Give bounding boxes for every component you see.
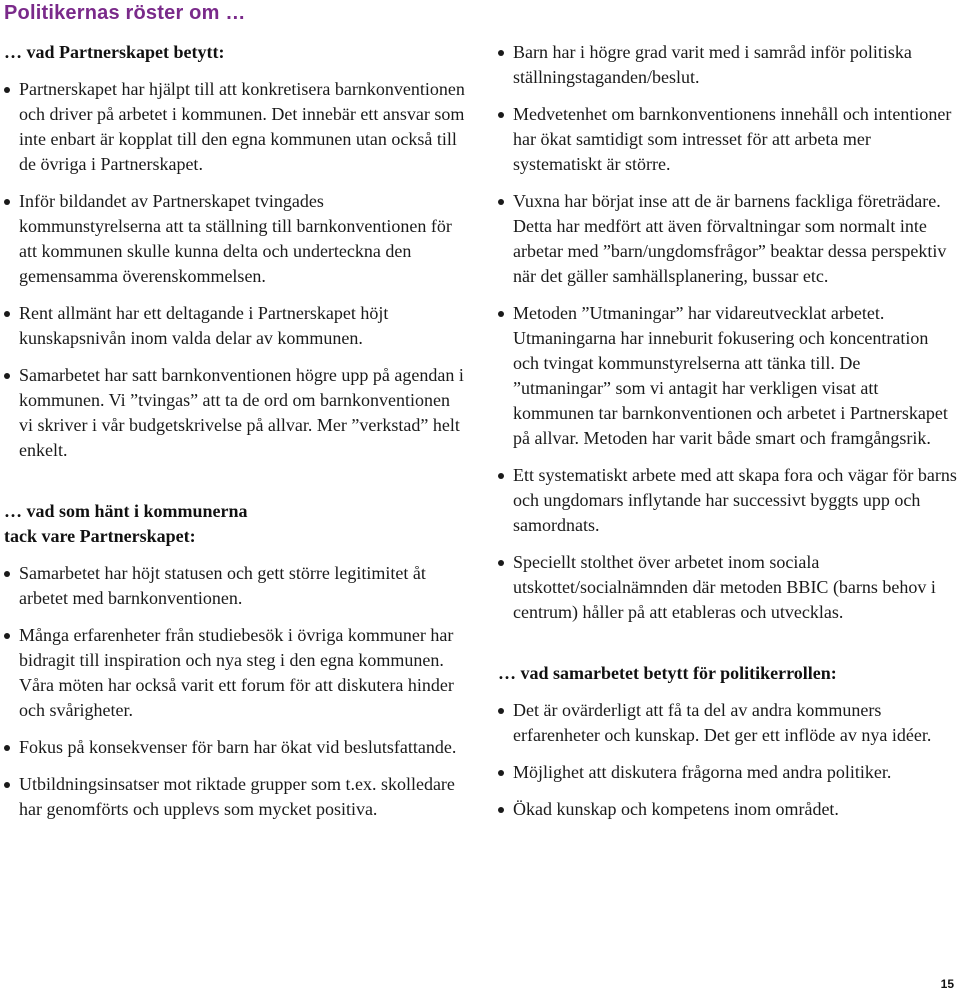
- list-item: Samarbetet har höjt statusen och gett större legitimitet åt arbetet med barnkonventionen.: [4, 561, 466, 611]
- page-number: 15: [940, 977, 954, 991]
- bullet-list: [4, 561, 466, 822]
- list-item: Utbildningsinsatser mot riktade grupper som t.ex. skolledare har genomförts och upplevs som mycket positiva.: [4, 772, 466, 822]
- list-item: Vuxna har börjat inse att de är barnens fackliga företrädare. Detta har medfört att även förvaltningar som normalt inte arbetar med ”barn/ungdomsfrågor” beaktar dessa perspektiv när det gäller samhällsplanering, bussar etc.: [498, 189, 958, 289]
- heading-line: … vad som hänt i kommunerna: [4, 501, 248, 521]
- bullet-list: [4, 77, 466, 463]
- left-column: [4, 40, 466, 834]
- section-heading-politikerrollen: … vad samarbetet betytt för politikerrollen:: [498, 663, 837, 683]
- bullet-list: [498, 698, 958, 822]
- list-item: Rent allmänt har ett deltagande i Partnerskapet höjt kunskapsnivån inom valda delar av kommunen.: [4, 301, 466, 351]
- list-item: Det är ovärderligt att få ta del av andra kommuners erfarenheter och kunskap. Det ger ett inflöde av nya idéer.: [498, 698, 958, 748]
- section-heading-partnerskapet-betytt: … vad Partnerskapet betytt:: [4, 42, 225, 62]
- list-item: Fokus på konsekvenser för barn har ökat vid beslutsfattande.: [4, 735, 466, 760]
- heading-line: tack vare Partnerskapet:: [4, 526, 196, 546]
- list-item: Barn har i högre grad varit med i samråd inför politiska ställningstaganden/beslut.: [498, 40, 958, 90]
- list-item: Samarbetet har satt barnkonventionen högre upp på agendan i kommunen. Vi ”tvingas” att ta de ord om barnkonventionen vi skriver i vår budgetskrivelse på allvar. Mer ”verkstad” helt enkelt.: [4, 363, 466, 463]
- list-item: Inför bildandet av Partnerskapet tvingades kommunstyrelserna att ta ställning till barnkonventionen för att kommunen skulle kunna delta och underteckna den gemensamma överenskommelsen.: [4, 189, 466, 289]
- list-item: Speciellt stolthet över arbetet inom sociala utskottet/socialnämnden där metoden BBIC (barns behov i centrum) håller på att etableras och utvecklas.: [498, 550, 958, 625]
- page-title: Politikernas röster om …: [4, 2, 246, 24]
- list-item: Metoden ”Utmaningar” har vidareutvecklat arbetet. Utmaningarna har inneburit fokusering och koncentration och tvingat kommunstyrelserna att tänka till. De ”utmaningar” som vi antagit har verkligen visat att kommunen tar barnkonventionen och arbetet i Partnerskapet på allvar. Metoden har varit både smart och framgångsrik.: [498, 301, 958, 451]
- list-item: Partnerskapet har hjälpt till att konkretisera barnkonventionen och driver på arbetet i kommunen. Det innebär ett ansvar som inte enbart är kopplat till den egna kommunen utan också till de övriga i Partnerskapet.: [4, 77, 466, 177]
- list-item: Möjlighet att diskutera frågorna med andra politiker.: [498, 760, 958, 785]
- bullet-list: [498, 40, 958, 625]
- list-item: Medvetenhet om barnkonventionens innehåll och intentioner har ökat samtidigt som intresset för att arbeta mer systematiskt är större.: [498, 102, 958, 177]
- list-item: Ökad kunskap och kompetens inom området.: [498, 797, 958, 822]
- right-column: [498, 40, 958, 834]
- section-heading-hant-i-kommunerna: [4, 499, 466, 549]
- list-item: Många erfarenheter från studiebesök i övriga kommuner har bidragit till inspiration och nya steg i den egna kommunen. Våra möten har också varit ett forum för att diskutera hinder och svårigheter.: [4, 623, 466, 723]
- list-item: Ett systematiskt arbete med att skapa fora och vägar för barns och ungdomars inflytande har successivt byggts upp och samordnats.: [498, 463, 958, 538]
